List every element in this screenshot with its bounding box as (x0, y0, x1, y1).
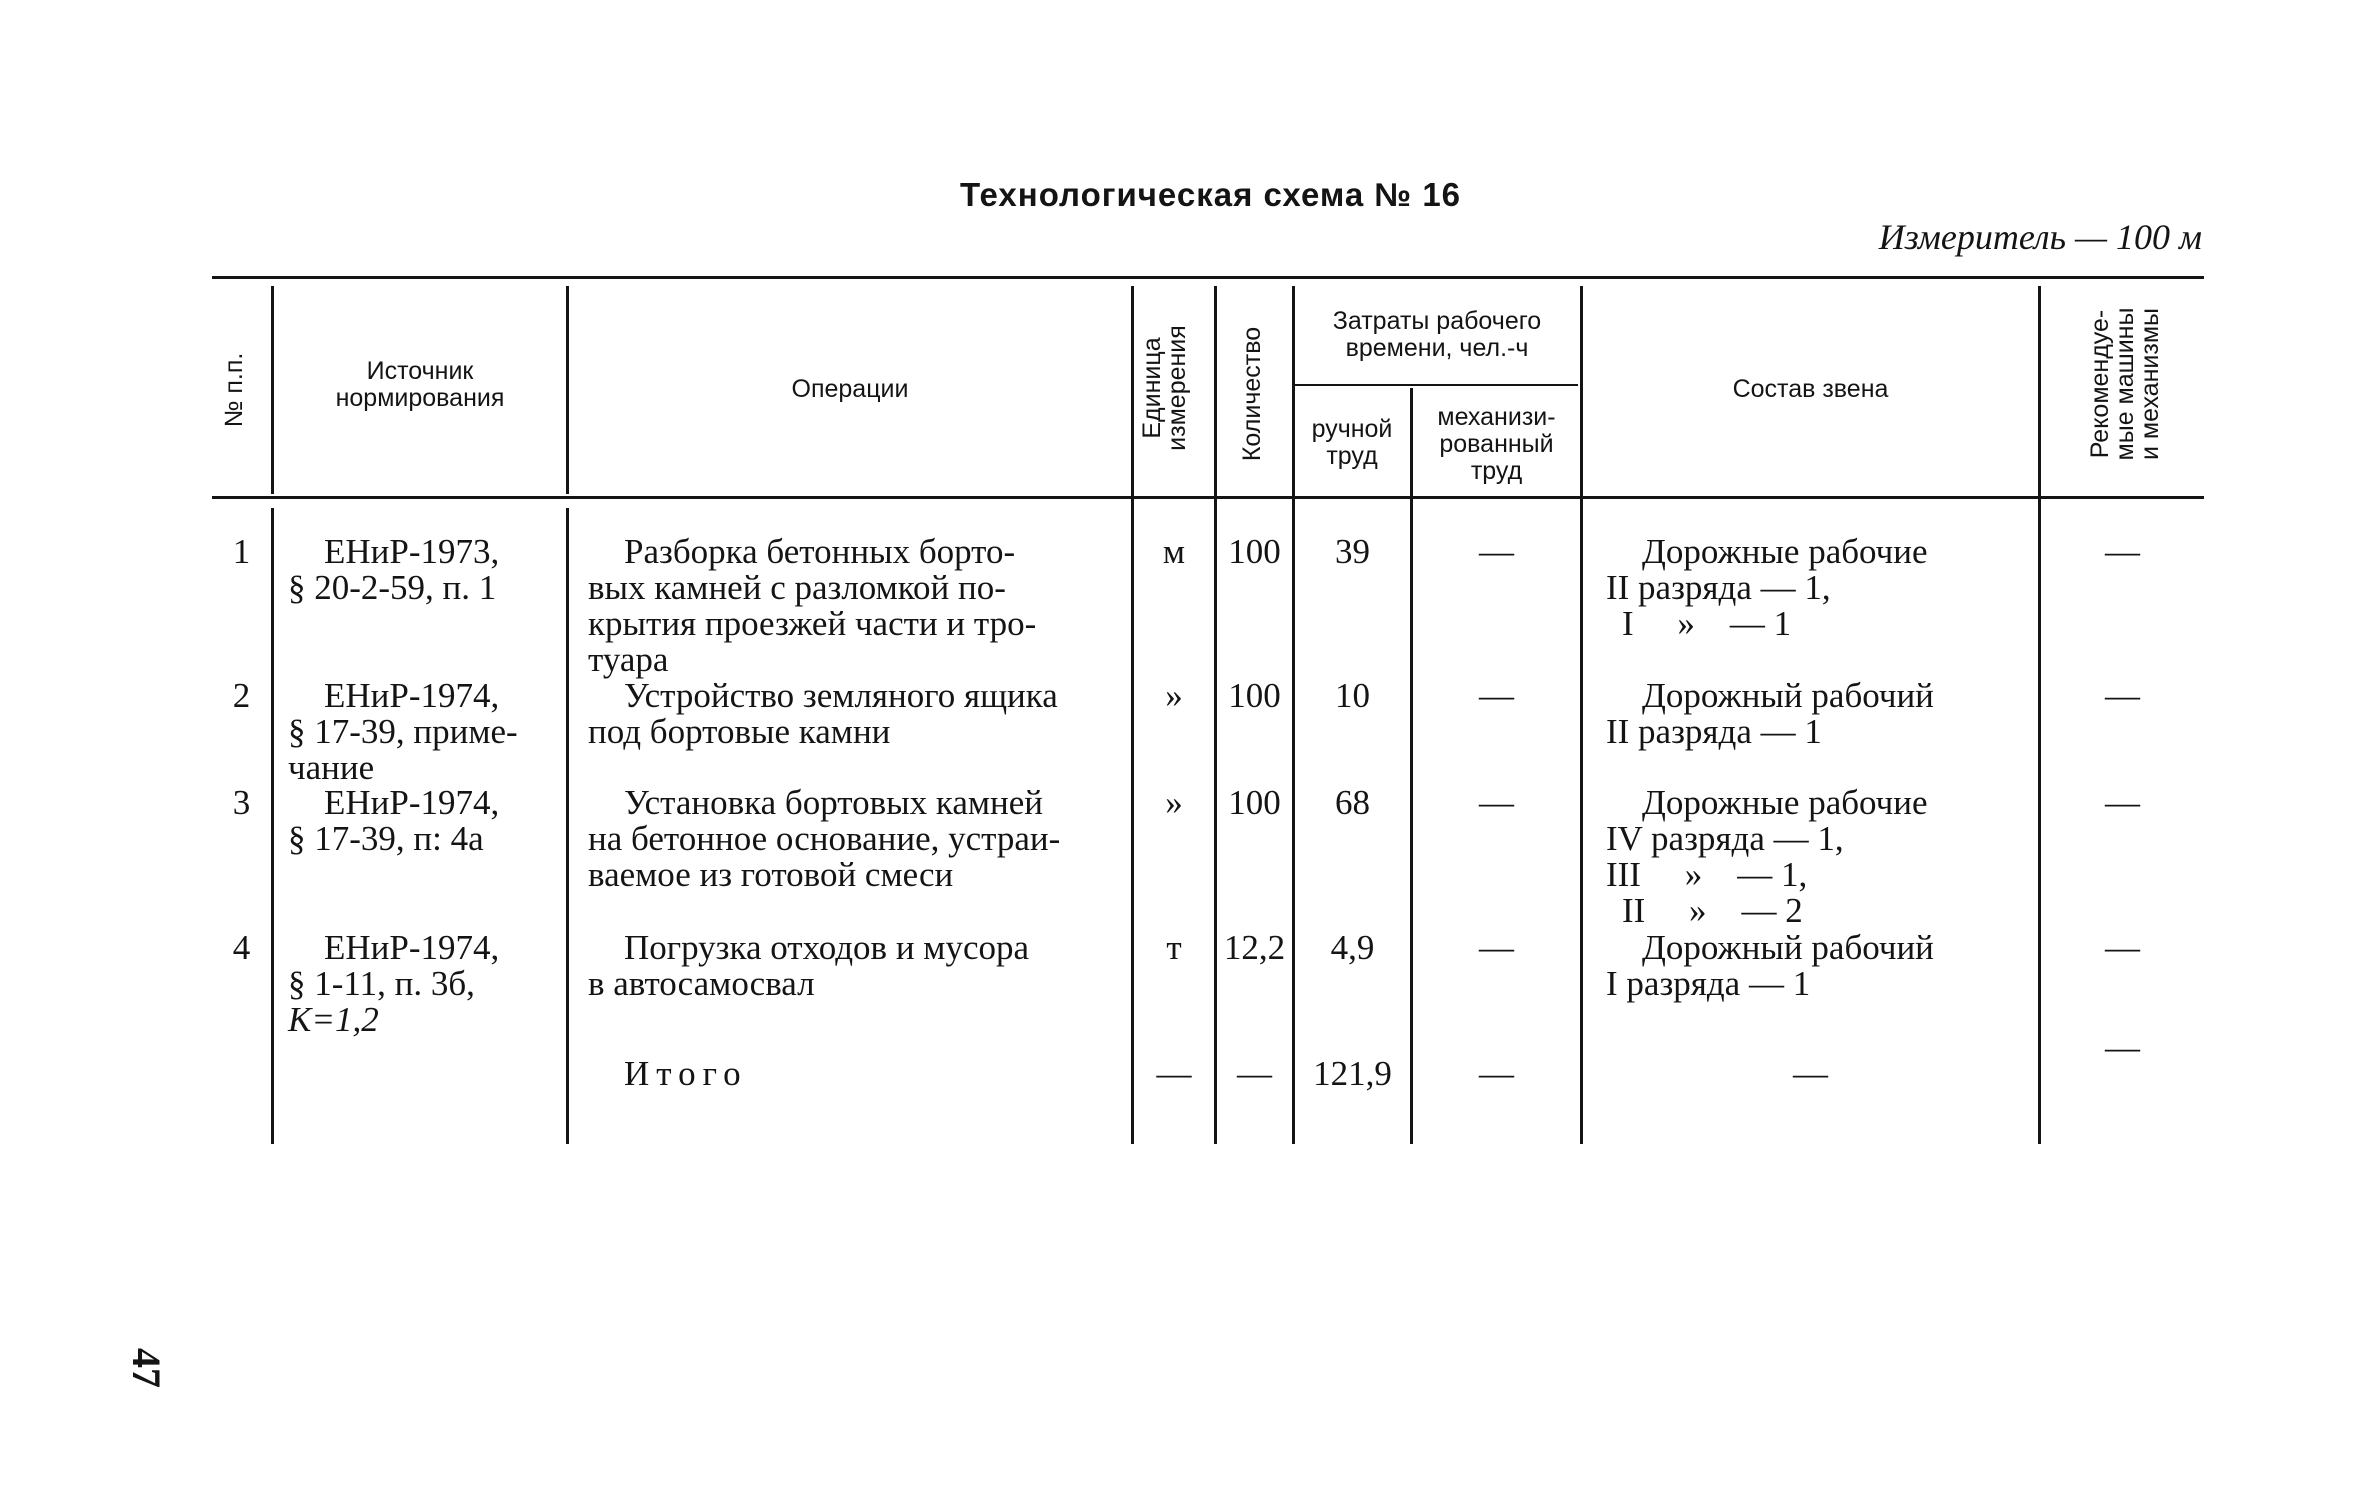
col-divider-unit (1214, 286, 1217, 1144)
row-unit: » (1165, 676, 1183, 715)
col-divider-mech (1580, 286, 1583, 1144)
total-unit: — (1156, 1054, 1192, 1093)
row-mech: — (1479, 783, 1514, 822)
row-machines: — (2105, 676, 2140, 715)
row-crew: Дорожный рабочий I разряда — 1 (1606, 928, 1934, 1003)
header-bottom-rule (212, 496, 2204, 499)
row-operation: Разборка бетонных борто- вых камней с разломкой по- крытия проезжей части и тро- туара (588, 532, 1037, 679)
row-unit: » (1165, 783, 1183, 822)
row-qty: 12,2 (1223, 928, 1286, 967)
header-operations: Операции (791, 375, 909, 403)
row-operation: Установка бортовых камней на бетонное основание, устраи- ваемое из готовой смеси (588, 783, 1061, 894)
header-machines: Рекомендуе- мые машины и механизмы (2086, 307, 2164, 461)
row-num: 2 (232, 676, 251, 715)
row-source: ЕНиР-1974, § 1-11, п. 3б, K=1,2 (288, 928, 500, 1039)
row-unit: т (1166, 928, 1182, 967)
scheme-title: Технологическая схема № 16 (960, 176, 1462, 213)
total-machines: — (2105, 1028, 2140, 1067)
row-crew: Дорожные рабочие IV разряда — 1, III » — 1, II » — 2 (1606, 783, 1928, 930)
header-num: № п.п. (220, 352, 248, 428)
row-num: 3 (232, 783, 251, 822)
header-manual: ручной труд (1311, 415, 1393, 470)
row-qty: 100 (1228, 676, 1281, 715)
row-qty: 100 (1228, 532, 1281, 571)
col-divider-num-body (271, 508, 274, 1144)
col-divider-qty (1292, 286, 1295, 1144)
row-operation: Погрузка отходов и мусора в автосамосвал (588, 928, 1030, 1003)
total-crew: — (1793, 1054, 1828, 1093)
total-manual: 121,9 (1313, 1054, 1392, 1093)
row-machines: — (2105, 783, 2140, 822)
col-divider-manual (1410, 388, 1413, 1144)
row-manual: 4,9 (1330, 928, 1375, 967)
row-source: ЕНиР-1973, § 20-2-59, п. 1 (288, 532, 500, 607)
labor-group-rule (1294, 384, 1578, 386)
row-unit: м (1162, 532, 1186, 571)
row-crew: Дорожные рабочие II разряда — 1, I » — 1 (1606, 532, 1928, 643)
col-divider-crew (2038, 286, 2041, 1144)
total-mech: — (1479, 1054, 1514, 1093)
row-manual: 10 (1335, 676, 1370, 715)
header-crew: Состав звена (1732, 375, 1889, 403)
header-mech: механизи- рованный труд (1437, 403, 1556, 485)
row-source: ЕНиР-1974, § 17-39, п: 4а (288, 783, 500, 858)
header-qty: Количество (1238, 326, 1266, 462)
row-mech: — (1479, 928, 1514, 967)
row-num: 1 (232, 532, 251, 571)
header-labor-group: Затраты рабочего времени, чел.-ч (1332, 307, 1542, 362)
row-source: ЕНиР-1974, § 17-39, приме- чание (288, 676, 518, 787)
col-divider-source-body (566, 508, 569, 1144)
row-mech: — (1479, 676, 1514, 715)
row-machines: — (2105, 532, 2140, 571)
total-label: Итого (624, 1054, 748, 1093)
row-machines: — (2105, 928, 2140, 967)
page-number: 47 (124, 1348, 169, 1388)
table-top-rule (212, 276, 2204, 279)
row-manual: 68 (1335, 783, 1370, 822)
row-manual: 39 (1335, 532, 1370, 571)
measure-unit-note: Измеритель — 100 м (1878, 217, 2202, 257)
row-operation: Устройство земляного ящика под бортовые камни (588, 676, 1058, 751)
row-qty: 100 (1228, 783, 1281, 822)
row-mech: — (1479, 532, 1514, 571)
header-unit: Единица измерения (1138, 325, 1191, 451)
row-crew: Дорожный рабочий II разряда — 1 (1606, 676, 1934, 751)
total-qty: — (1237, 1054, 1272, 1093)
col-divider-operations (1131, 286, 1134, 1144)
header-source: Источник нормирования (335, 357, 505, 412)
row-num: 4 (232, 928, 251, 967)
